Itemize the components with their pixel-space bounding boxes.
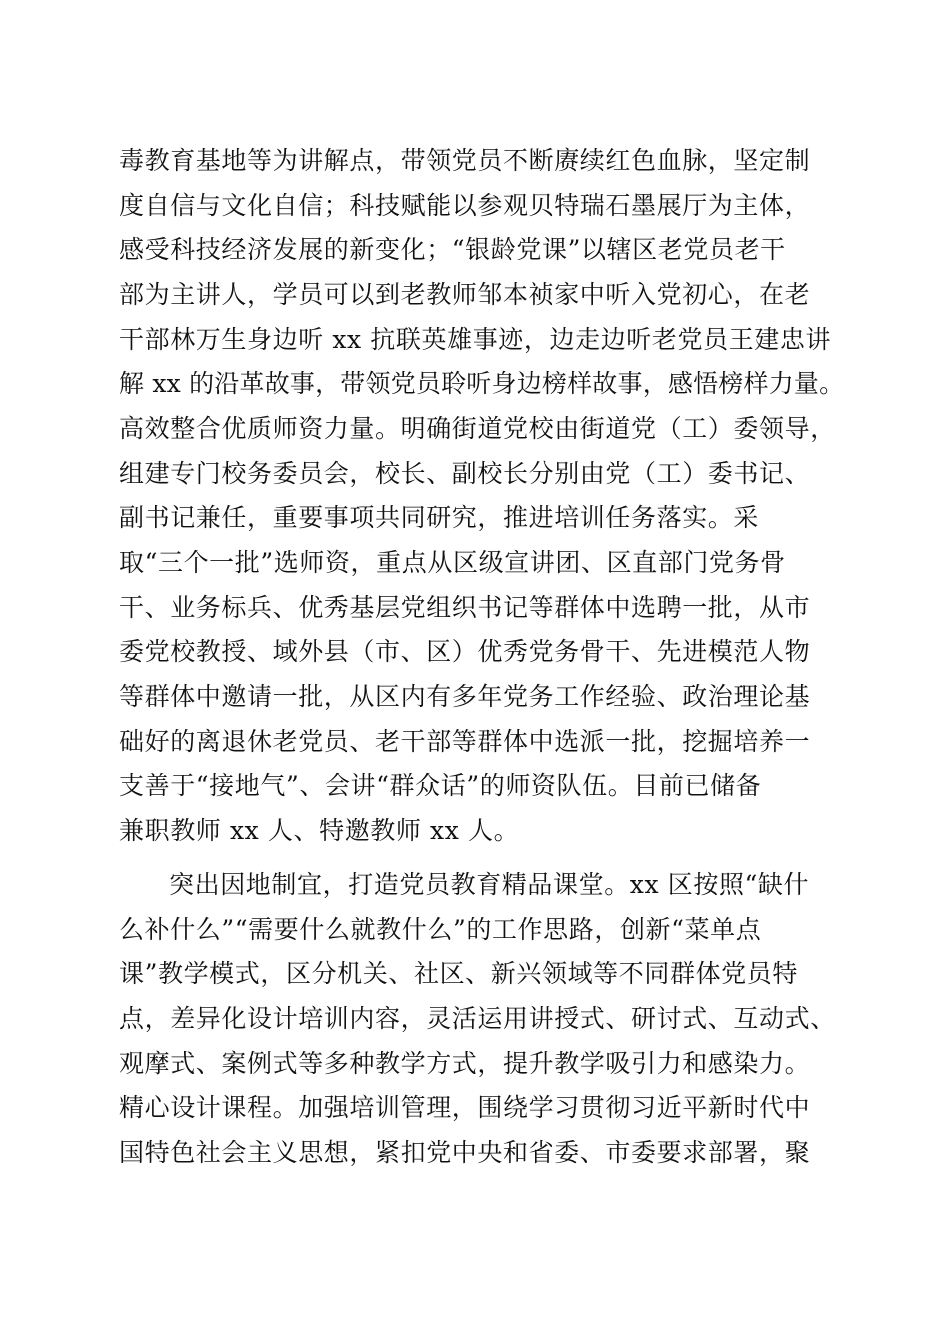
text-line: 感受科技经济发展的新变化；“银龄党课”以辖区老党员老干	[119, 235, 786, 264]
text-line: 支善于“接地气”、会讲“群众话”的师资队伍。目前已储备	[119, 771, 762, 800]
text-line: 取“三个一批”选师资，重点从区级宣讲团、区直部门党务骨	[119, 548, 786, 577]
text-line: 础好的离退休老党员、老干部等群体中选派一批，挖掘培养一	[119, 727, 811, 756]
text-line: 度自信与文化自信；科技赋能以参观贝特瑞石墨展厅为主体，	[119, 191, 811, 220]
text-line: 干部林万生身边听 xx 抗联英雄事迹，边走边听老党员王建忠讲	[119, 325, 832, 354]
text-line: 观摩式、案例式等多种教学方式，提升教学吸引力和感染力。	[119, 1049, 811, 1078]
text-line: 精心设计课程。加强培训管理，围绕学习贯彻习近平新时代中	[119, 1093, 811, 1122]
text-line: 么补什么”“需要什么就教什么”的工作思路，创新“菜单点	[119, 915, 762, 944]
text-line: 解 xx 的沿革故事，带领党员聆听身边榜样故事，感悟榜样力量。	[119, 369, 845, 398]
text-line: 点，差异化设计培训内容，灵活运用讲授式、研讨式、互动式、	[119, 1004, 836, 1033]
text-line: 兼职教师 xx 人、特邀教师 xx 人。	[119, 816, 520, 845]
text-line: 高效整合优质师资力量。明确街道党校由街道党（工）委领导，	[119, 414, 836, 443]
text-line: 国特色社会主义思想，紧扣党中央和省委、市委要求部署，聚	[119, 1138, 811, 1167]
text-line: 部为主讲人，学员可以到老教师邹本祯家中听入党初心，在老	[119, 280, 811, 309]
text-line: 委党校教授、域外县（市、区）优秀党务骨干、先进模范人物	[119, 637, 811, 666]
text-line: 组建专门校务委员会，校长、副校长分别由党（工）委书记、	[119, 459, 811, 488]
paragraph-first-line: 突出因地制宜，打造党员教育精品课堂。xx 区按照“缺什	[169, 870, 810, 899]
text-line: 毒教育基地等为讲解点，带领党员不断赓续红色血脉，坚定制	[119, 146, 811, 175]
text-line: 干、业务标兵、优秀基层党组织书记等群体中选聘一批，从市	[119, 593, 811, 622]
text-line: 等群体中邀请一批，从区内有多年党务工作经验、政治理论基	[119, 682, 811, 711]
text-line: 副书记兼任，重要事项共同研究，推进培训任务落实。采	[119, 503, 760, 532]
text-line: 课”教学模式，区分机关、社区、新兴领域等不同群体党员特	[119, 959, 798, 988]
